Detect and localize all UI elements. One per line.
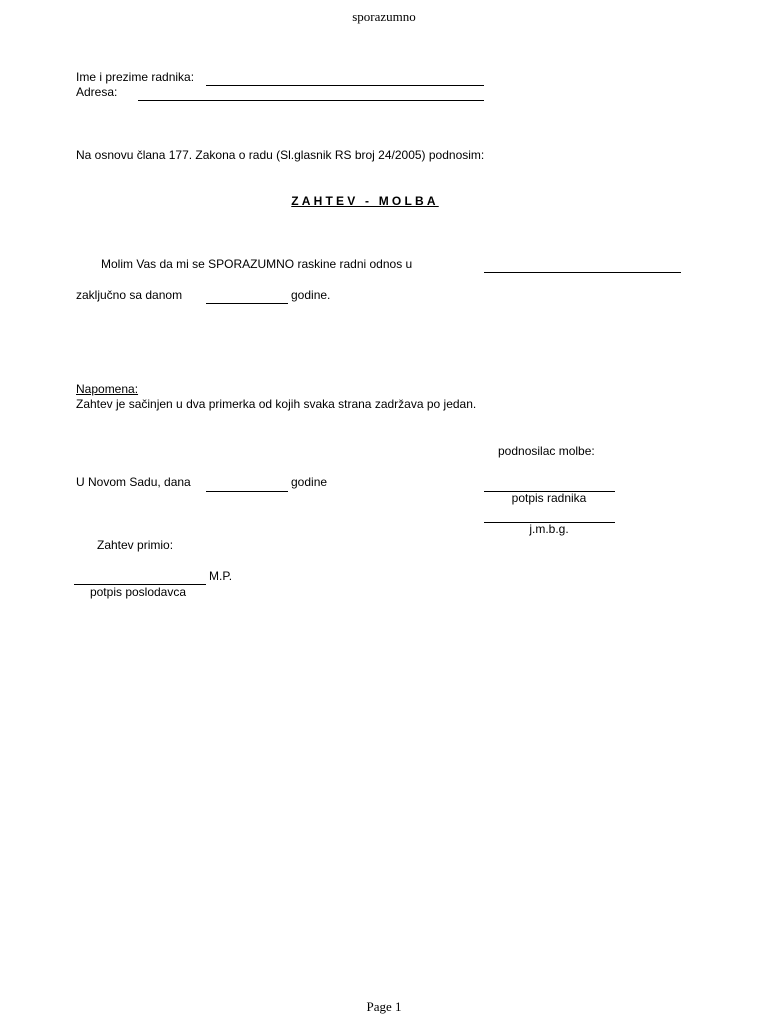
page-number: Page 1	[366, 999, 402, 1014]
worker-name-label: Ime i prezime radnika:	[76, 70, 195, 84]
document-title: ZAHTEV - MOLBA	[291, 194, 439, 208]
place-date-field-line[interactable]	[206, 491, 288, 492]
request-line-2-prefix: zaključno sa danom	[76, 288, 183, 302]
place-prefix: U Novom Sadu, dana	[76, 475, 191, 489]
worker-name-field-line[interactable]	[206, 85, 484, 86]
worker-address-field-line[interactable]	[138, 100, 484, 101]
received-label: Zahtev primio:	[97, 538, 174, 552]
note-text: Zahtev je sačinjen u dva primerka od kojih svaka strana zadržava po jedan.	[76, 397, 477, 411]
request-organization-field-line[interactable]	[484, 272, 681, 273]
place-suffix: godine	[291, 475, 328, 489]
request-date-field-line[interactable]	[206, 303, 288, 304]
page-header: sporazumno	[352, 9, 416, 24]
applicant-label: podnosilac molbe:	[498, 444, 595, 458]
worker-address-label: Adresa:	[76, 85, 118, 99]
request-line-1: Molim Vas da mi se SPORAZUMNO raskine radni odnos u	[101, 257, 413, 271]
intro-paragraph: Na osnovu člana 177. Zakona o radu (Sl.glasnik RS broj 24/2005) podnosim:	[76, 148, 485, 162]
applicant-jmbg-caption: j.m.b.g.	[529, 522, 569, 536]
applicant-signature-caption: potpis radnika	[511, 491, 587, 505]
note-label: Napomena:	[76, 382, 139, 396]
employer-stamp-label: M.P.	[209, 569, 233, 583]
request-line-2-suffix: godine.	[291, 288, 331, 302]
employer-signature-caption: potpis poslodavca	[89, 585, 187, 599]
